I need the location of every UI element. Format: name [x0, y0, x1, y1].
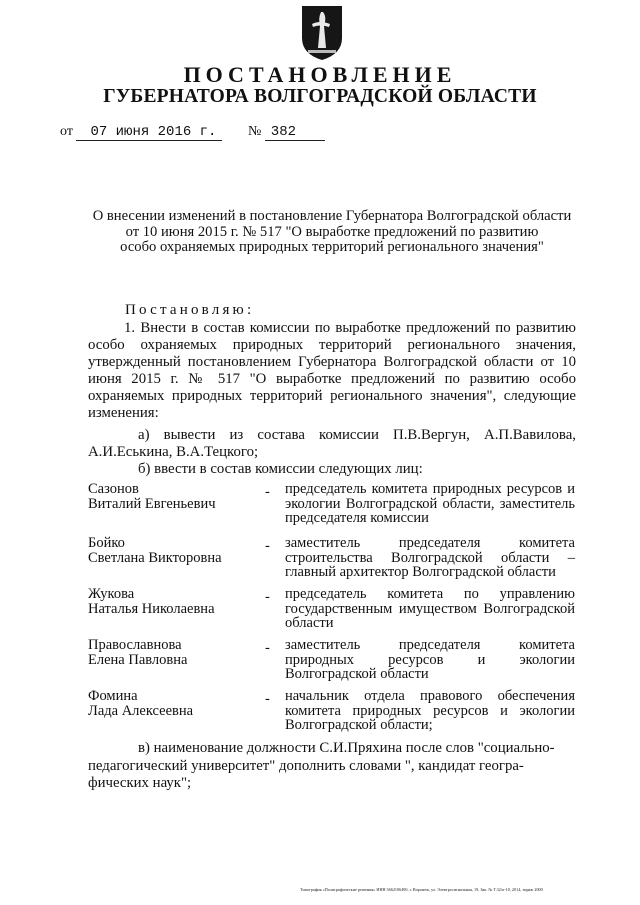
paragraph-1 — [88, 320, 576, 422]
number-label: № — [247, 124, 262, 139]
member-dash: - — [265, 691, 270, 707]
member-given-name: Светлана Викторовна — [88, 550, 222, 566]
member-surname: Православнова — [88, 637, 182, 653]
item-b — [88, 461, 576, 478]
member-given-name: Елена Павловна — [88, 652, 188, 668]
member-role: заместитель председателя комитета строительства Волгоградской области – главный архитектор Волгоградской области — [285, 535, 575, 580]
subject-line: особо охраняемых природных территорий регионального значения" — [120, 239, 544, 255]
member-dash: - — [265, 640, 270, 656]
document-subtitle: ГУБЕРНАТОРА ВОЛГОГРАДСКОЙ ОБЛАСТИ — [103, 86, 537, 107]
member-name — [88, 587, 268, 617]
member-dash: - — [265, 538, 270, 554]
coat-of-arms-emblem — [300, 4, 344, 62]
subject-line: от 10 июня 2015 г. № 517 "О выработке предложений по развитию — [125, 223, 539, 240]
member-role: заместитель председателя комитета природных ресурсов и экологии Волгоградской области — [285, 637, 575, 682]
member-dash: - — [265, 589, 270, 605]
document-subject — [88, 209, 576, 256]
member-given-name: Виталий Евгеньевич — [88, 496, 216, 512]
member-role: начальник отдела правового обеспечения комитета природных ресурсов и экологии Волгоградской области; — [285, 688, 575, 733]
item-c — [88, 740, 576, 793]
number-value: 382 — [265, 125, 325, 141]
date-value: 07 июня 2016 г. — [76, 125, 222, 141]
member-role: председатель комитета по управлению государственным имуществом Волгоградской области — [285, 586, 575, 631]
registration-row — [60, 124, 325, 141]
member-name — [88, 536, 268, 566]
date-label: от — [60, 124, 73, 139]
item-c-line: педагогический университет" дополнить словами ", кандидат геогра- — [88, 757, 524, 774]
item-a — [88, 427, 576, 461]
decree-word: Постановляю: — [125, 302, 255, 318]
paragraph-1-text: 1. Внести в состав комиссии по выработке предложений по развитию особо охраняемых природных территорий регионального значения, утвержденный постановлением Губернатора Волгоградской области от 10 июня 2015 г. № 517 "О выработке предложений по развитию особо охраняемых природных территорий регионального значения", следующие изменения: — [88, 320, 576, 421]
member-name — [88, 689, 268, 719]
subject-line: О внесении изменений в постановление Губернатора Волгоградской области — [92, 208, 572, 224]
item-c-line: в) наименование должности С.И.Пряхина после слов "социально- — [138, 740, 555, 756]
member-surname: Сазонов — [88, 481, 139, 497]
document-title: ПОСТАНОВЛЕНИЕ — [183, 62, 457, 87]
member-role: председатель комитета природных ресурсов и экологии Волгоградской области, заместитель председателя комиссии — [285, 481, 575, 526]
member-name — [88, 638, 268, 668]
member-surname: Фомина — [88, 688, 138, 704]
member-name — [88, 482, 268, 512]
member-dash: - — [265, 484, 270, 500]
member-given-name: Лада Алексеевна — [88, 703, 194, 719]
item-c-line: фических наук"; — [88, 775, 192, 791]
member-surname: Жукова — [88, 586, 135, 602]
member-given-name: Наталья Николаевна — [88, 601, 215, 617]
printer-footer: Типография «Полиграфические решения» ИНН 3662106490, г. Воронеж, ул. Электросигнальная, 19, Зак. № Т.32/п-10, 2014, тираж 2000 — [300, 887, 543, 892]
member-surname: Бойко — [88, 535, 125, 551]
item-b-text: б) ввести в состав комиссии следующих лиц: — [138, 461, 423, 477]
item-a-text: а) вывести из состава комиссии П.В.Вергун, А.П.Вавилова, А.И.Еськина, В.А.Тецкого; — [88, 427, 576, 460]
